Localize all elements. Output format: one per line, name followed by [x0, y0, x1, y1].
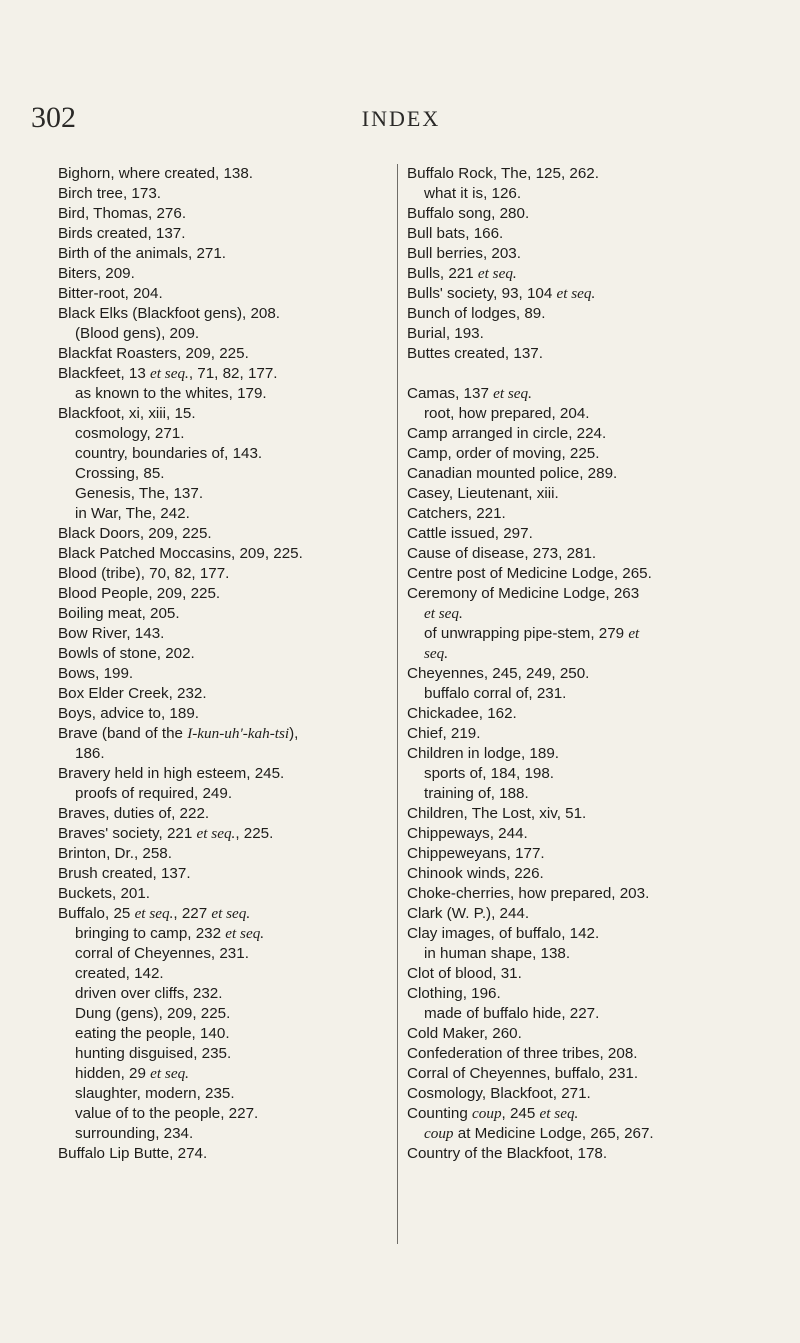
- index-entry-italic-text: et seq.: [150, 365, 189, 382]
- index-entry: [58, 264, 390, 284]
- index-entry-text: as known to the whites, 179.: [75, 385, 267, 402]
- index-entry: [407, 744, 762, 764]
- index-entry-text: Blackfat Roasters, 209, 225.: [58, 345, 249, 362]
- index-entry-italic-text: et seq.: [134, 905, 174, 922]
- index-entry-text: Black Elks (Blackfoot gens), 208.: [58, 305, 281, 322]
- index-entry-text: Cheyennes, 245, 249, 250.: [407, 665, 590, 682]
- index-entry-text: Birth of the animals, 271.: [58, 245, 226, 262]
- index-entry: [407, 964, 762, 984]
- index-entry-text: buffalo corral of, 231.: [424, 685, 567, 702]
- index-entry-text: Chippeweyans, 177.: [407, 845, 545, 862]
- index-entry: [407, 444, 762, 464]
- index-entry-text: , 225.: [235, 825, 274, 842]
- index-subentry: [58, 1004, 390, 1024]
- index-entry: [58, 684, 390, 704]
- index-entry: [407, 584, 762, 604]
- index-subentry: [407, 604, 762, 624]
- index-entry-text: what it is, 126.: [424, 185, 522, 202]
- index-entry-text: in War, The, 242.: [75, 505, 190, 522]
- index-entry-text: Brave (band of the: [58, 725, 188, 742]
- index-entry: [407, 504, 762, 524]
- index-subentry: [407, 764, 762, 784]
- index-entry: [58, 204, 390, 224]
- index-entry-text: ),: [289, 725, 299, 742]
- index-entry: [58, 304, 390, 324]
- index-entry-text: Bowls of stone, 202.: [58, 645, 195, 662]
- index-entry: [58, 624, 390, 644]
- index-entry: [407, 384, 762, 404]
- index-entry: [407, 264, 762, 284]
- index-entry: [58, 824, 390, 844]
- index-entry-text: at Medicine Lodge, 265, 267.: [453, 1125, 654, 1142]
- index-entry-text: Catchers, 221.: [407, 505, 506, 522]
- index-entry: [58, 524, 390, 544]
- index-entry-text: Buffalo Rock, The, 125, 262.: [407, 165, 599, 182]
- index-entry-text: Boiling meat, 205.: [58, 605, 180, 622]
- index-entry-text: Genesis, The, 137.: [75, 485, 204, 502]
- index-subentry: [407, 1004, 762, 1024]
- index-entry-text: Dung (gens), 209, 225.: [75, 1005, 231, 1022]
- index-entry: [58, 664, 390, 684]
- index-entry-text: value of to the people, 227.: [75, 1105, 259, 1122]
- index-subentry: [407, 404, 762, 424]
- index-entry: [58, 1144, 390, 1164]
- index-entry-text: Bunch of lodges, 89.: [407, 305, 546, 322]
- index-entry: [407, 844, 762, 864]
- index-entry-text: (Blood gens), 209.: [75, 325, 200, 342]
- index-entry-text: , 227: [173, 905, 212, 922]
- index-entry-text: created, 142.: [75, 965, 164, 982]
- index-subentry: [58, 1084, 390, 1104]
- index-entry-text: Corral of Cheyennes, buffalo, 231.: [407, 1065, 639, 1082]
- index-entry: [58, 164, 390, 184]
- index-entry: [407, 864, 762, 884]
- index-entry-italic-text: et: [628, 625, 640, 642]
- index-subentry: [407, 1124, 762, 1144]
- index-entry-text: surrounding, 234.: [75, 1125, 194, 1142]
- index-entry-text: 186.: [75, 745, 105, 762]
- index-entry-text: made of buffalo hide, 227.: [424, 1005, 600, 1022]
- index-entry-italic-text: et seq.: [477, 265, 517, 282]
- index-entry-text: Chief, 219.: [407, 725, 481, 742]
- index-entry-italic-text: et seq.: [150, 1065, 189, 1082]
- index-entry: [58, 364, 390, 384]
- index-entry-italic-text: coup: [472, 1105, 502, 1122]
- index-entry-text: Ceremony of Medicine Lodge, 263: [407, 585, 640, 602]
- index-entry: [407, 1064, 762, 1084]
- index-entry: [58, 904, 390, 924]
- index-entry: [58, 584, 390, 604]
- index-entry: [58, 344, 390, 364]
- index-entry: [407, 724, 762, 744]
- page-header: [31, 100, 771, 136]
- index-entry: [407, 224, 762, 244]
- index-entry: [58, 184, 390, 204]
- index-entry: [407, 824, 762, 844]
- index-subentry: [407, 684, 762, 704]
- index-entry-text: , 71, 82, 177.: [188, 365, 278, 382]
- index-entry: [407, 564, 762, 584]
- index-subentry: [58, 1104, 390, 1124]
- index-entry-text: Clay images, of buffalo, 142.: [407, 925, 600, 942]
- index-entry-text: Black Doors, 209, 225.: [58, 525, 212, 542]
- index-entry-text: Clothing, 196.: [407, 985, 501, 1002]
- index-entry-italic-text: coup: [424, 1125, 454, 1142]
- index-entry: [407, 424, 762, 444]
- index-entry-text: Chinook winds, 226.: [407, 865, 544, 882]
- index-subentry: [58, 1064, 390, 1084]
- index-entry-text: cosmology, 271.: [75, 425, 185, 442]
- index-subentry: [58, 384, 390, 404]
- index-entry-italic-text: et seq.: [225, 925, 265, 942]
- index-subentry: [58, 1044, 390, 1064]
- index-entry-text: Camp arranged in circle, 224.: [407, 425, 607, 442]
- index-entry-text: Buffalo song, 280.: [407, 205, 530, 222]
- index-entry-text: Birch tree, 173.: [58, 185, 161, 202]
- index-subentry: [58, 924, 390, 944]
- index-entry-text: Bows, 199.: [58, 665, 134, 682]
- index-subentry: [58, 944, 390, 964]
- index-entry: [407, 1044, 762, 1064]
- index-entry-text: of unwrapping pipe-stem, 279: [424, 625, 629, 642]
- index-entry: [407, 664, 762, 684]
- index-subentry: [58, 444, 390, 464]
- index-entry-text: Burial, 193.: [407, 325, 484, 342]
- page-number: 302: [31, 101, 76, 134]
- index-entry-text: eating the people, 140.: [75, 1025, 230, 1042]
- index-subentry: [58, 504, 390, 524]
- index-entry: [407, 704, 762, 724]
- index-entry-text: Braves' society, 221: [58, 825, 197, 842]
- index-entry-text: Confederation of three tribes, 208.: [407, 1045, 638, 1062]
- index-entry-text: Braves, duties of, 222.: [58, 805, 210, 822]
- index-entry-text: hidden, 29: [75, 1065, 151, 1082]
- index-entry-text: Cold Maker, 260.: [407, 1025, 522, 1042]
- index-entry-italic-text: et seq.: [424, 605, 463, 622]
- index-entry-text: Bird, Thomas, 276.: [58, 205, 187, 222]
- index-entry-text: Casey, Lieutenant, xiii.: [407, 485, 559, 502]
- index-entry-italic-text: et seq.: [196, 825, 236, 842]
- index-entry-text: Chickadee, 162.: [407, 705, 517, 722]
- index-entry-text: Clot of blood, 31.: [407, 965, 522, 982]
- index-entry-text: Brinton, Dr., 258.: [58, 845, 172, 862]
- index-entry-text: Children in lodge, 189.: [407, 745, 559, 762]
- index-entry-text: Counting: [407, 1105, 473, 1122]
- index-entry: [407, 344, 762, 364]
- index-subentry: [58, 784, 390, 804]
- index-entry-text: Children, The Lost, xiv, 51.: [407, 805, 587, 822]
- index-entry: [58, 564, 390, 584]
- index-entry-text: country, boundaries of, 143.: [75, 445, 263, 462]
- index-entry: [407, 204, 762, 224]
- index-entry-text: Bulls' society, 93, 104: [407, 285, 557, 302]
- index-entry: [407, 544, 762, 564]
- index-entry-text: Blood People, 209, 225.: [58, 585, 221, 602]
- index-subentry: [58, 1124, 390, 1144]
- index-entry: [407, 924, 762, 944]
- index-entry: [58, 884, 390, 904]
- index-subentry: [58, 744, 390, 764]
- index-entry: [58, 704, 390, 724]
- index-subentry: [58, 464, 390, 484]
- index-entry-text: proofs of required, 249.: [75, 785, 233, 802]
- index-subentry: [58, 484, 390, 504]
- index-entry-text: Centre post of Medicine Lodge, 265.: [407, 565, 652, 582]
- index-entry-text: Buffalo, 25: [58, 905, 135, 922]
- index-entry: [58, 804, 390, 824]
- index-subentry: [407, 944, 762, 964]
- index-entry-text: Black Patched Moccasins, 209, 225.: [58, 545, 303, 562]
- index-entry-text: Clark (W. P.), 244.: [407, 905, 530, 922]
- index-entry-text: Buckets, 201.: [58, 885, 151, 902]
- index-entry-text: slaughter, modern, 235.: [75, 1085, 235, 1102]
- index-entry: [58, 404, 390, 424]
- index-column-left: [58, 164, 390, 1164]
- index-entry-text: Crossing, 85.: [75, 465, 165, 482]
- index-entry: [58, 604, 390, 624]
- index-entry-text: Boys, advice to, 189.: [58, 705, 199, 722]
- index-entry-text: Bull berries, 203.: [407, 245, 521, 262]
- index-entry-text: sports of, 184, 198.: [424, 765, 555, 782]
- index-entry-text: Blackfeet, 13: [58, 365, 151, 382]
- index-entry: [407, 1104, 762, 1124]
- index-entry-text: Birds created, 137.: [58, 225, 186, 242]
- index-entry-text: Blood (tribe), 70, 82, 177.: [58, 565, 230, 582]
- index-columns: [58, 164, 778, 1314]
- index-entry: [407, 524, 762, 544]
- index-entry: [407, 1024, 762, 1044]
- index-entry: [58, 284, 390, 304]
- index-entry-italic-text: et seq.: [556, 285, 596, 302]
- index-gap: [407, 364, 762, 384]
- index-entry-text: hunting disguised, 235.: [75, 1045, 232, 1062]
- index-entry-text: Camp, order of moving, 225.: [407, 445, 600, 462]
- index-entry-text: bringing to camp, 232: [75, 925, 226, 942]
- index-entry: [58, 844, 390, 864]
- index-entry-text: Bow River, 143.: [58, 625, 165, 642]
- index-entry-text: Cause of disease, 273, 281.: [407, 545, 597, 562]
- index-entry: [407, 304, 762, 324]
- index-entry-text: in human shape, 138.: [424, 945, 571, 962]
- index-entry: [407, 884, 762, 904]
- index-entry-italic-text: et seq.: [493, 385, 532, 402]
- index-entry-text: Chippeways, 244.: [407, 825, 528, 842]
- index-entry-text: Bulls, 221: [407, 265, 478, 282]
- index-entry-text: root, how prepared, 204.: [424, 405, 590, 422]
- index-entry-text: Blackfoot, xi, xiii, 15.: [58, 405, 196, 422]
- index-entry: [407, 244, 762, 264]
- index-entry-text: Brush created, 137.: [58, 865, 191, 882]
- index-subentry: [407, 624, 762, 644]
- index-entry-text: training of, 188.: [424, 785, 529, 802]
- index-subentry: [407, 644, 762, 664]
- index-entry: [407, 904, 762, 924]
- index-entry: [58, 864, 390, 884]
- index-entry-text: Country of the Blackfoot, 178.: [407, 1145, 608, 1162]
- index-entry-text: , 245: [501, 1105, 540, 1122]
- index-entry: [407, 484, 762, 504]
- index-column-right: [397, 164, 762, 1244]
- index-entry-text: Buffalo Lip Butte, 274.: [58, 1145, 208, 1162]
- index-entry-text: Cattle issued, 297.: [407, 525, 533, 542]
- page-title: INDEX: [361, 106, 441, 131]
- index-entry: [58, 724, 390, 744]
- index-subentry: [58, 964, 390, 984]
- index-entry-text: Bitter-root, 204.: [58, 285, 163, 302]
- index-entry-italic-text: I-kun-uh'-kah-tsi: [187, 725, 290, 742]
- index-entry: [407, 464, 762, 484]
- index-entry-text: Canadian mounted police, 289.: [407, 465, 618, 482]
- index-entry: [58, 224, 390, 244]
- index-entry: [407, 984, 762, 1004]
- index-entry: [58, 764, 390, 784]
- index-entry: [407, 324, 762, 344]
- index-entry: [407, 284, 762, 304]
- index-entry-text: Buttes created, 137.: [407, 345, 543, 362]
- index-entry: [407, 1144, 762, 1164]
- index-entry: [407, 164, 762, 184]
- index-subentry: [58, 1024, 390, 1044]
- index-subentry: [58, 324, 390, 344]
- index-entry-text: Biters, 209.: [58, 265, 135, 282]
- index-entry-text: Bighorn, where created, 138.: [58, 165, 254, 182]
- index-subentry: [58, 424, 390, 444]
- index-subentry: [407, 784, 762, 804]
- index-entry-text: Choke-cherries, how prepared, 203.: [407, 885, 650, 902]
- index-entry-italic-text: seq.: [424, 645, 449, 662]
- index-entry-text: Box Elder Creek, 232.: [58, 685, 207, 702]
- index-entry-italic-text: et seq.: [211, 905, 251, 922]
- index-entry-text: Bravery held in high esteem, 245.: [58, 765, 285, 782]
- index-entry-italic-text: et seq.: [539, 1105, 579, 1122]
- index-entry: [58, 544, 390, 564]
- index-entry: [58, 644, 390, 664]
- index-entry-text: Camas, 137: [407, 385, 494, 402]
- index-entry: [407, 1084, 762, 1104]
- index-entry-text: Bull bats, 166.: [407, 225, 504, 242]
- index-subentry: [407, 184, 762, 204]
- index-entry: [58, 244, 390, 264]
- index-entry-text: corral of Cheyennes, 231.: [75, 945, 249, 962]
- index-subentry: [58, 984, 390, 1004]
- index-entry-text: Cosmology, Blackfoot, 271.: [407, 1085, 591, 1102]
- index-entry: [407, 804, 762, 824]
- index-entry-text: driven over cliffs, 232.: [75, 985, 223, 1002]
